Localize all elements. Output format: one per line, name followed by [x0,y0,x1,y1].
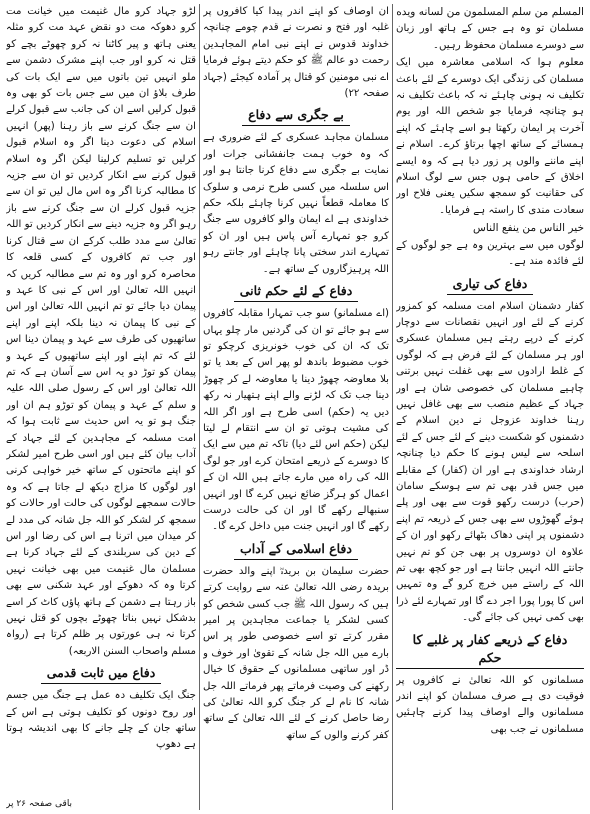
column-middle [203,4,389,810]
section-heading [6,664,196,684]
paragraph: ان اوصاف کو اپنے اندر پیدا کیا کافروں پر غلبہ اور فتح و نصرت نے قدم چومے چنانچہ خداوند قدوس نے اپنے نبی امام المجاہدین رحمت دو عالم ﷺ کو حکم دیتے ہوئے فرمایا اے نبی مومنین کو قتال پر آمادہ کیجئے (جہاد صفحہ ۲۲) [203,6,389,100]
section-heading [203,540,389,560]
paragraph: لوگوں میں سے بہترین وہ ہے جو لوگوں کے لئے فائدہ مند ہے۔ [396,239,584,268]
paragraph: مسلمانوں کو اللہ تعالیٰ نے کافروں پر فوقیت دی ہے صرف مسلمان کو اپنے اندر مسلمانوں والے اوصاف پیدا کرنے چاہئیں مسلمانوں نے جب بھی [396,674,584,735]
paragraph: مسلمان مجاہد عسکری کے لئے ضروری ہے کہ وہ خوب ہمت جانفشانی جرات اور نمایت بے جگری سے دفاع کرنا جانتا ہو اور اس سلسلہ میں کسی طرح نرمی و سلوک کا معاملہ قطعاً نہیں کرنا چاہئے بلکہ حکم خداوندی ہے اے ایمان والو کافروں سے جنگ کرو جو تمہارے آس پاس ہیں اور ان کو تمہارے اندر سختی پانا چاہئے اور جانتے رہو اللہ پرہیزگاروں کے ساتھ ہے۔ [203,132,389,275]
paragraph: معلوم ہوا کہ اسلامی معاشرہ میں ایک مسلمان کی زندگی ایک دوسرے کے لئے باعث تکلیف نہ ہونی چاہئے نہ کہ باعث تکلیف نہ ہو چنانچہ فرمایا جو شخص اللہ اور یوم آخرت پر ایمان رکھتا ہو اسے چاہئے کہ اپنے ہمسائے کے ساتھ اچھا برتاؤ کرے۔ اسلام نے اپنے ماننے والوں پر زور دیا ہے کہ وہ ایسے اخلاق کے حامی ہوں جس سے لوگ اسلام کی حقانیت کو سمجھ سکیں یعنی فلاح اور سعادت مندی کا راستہ ہے فرمایا۔ [396,57,584,216]
section-heading [396,631,584,669]
continuation-note: باقی صفحہ ۲۶ پر [6,799,73,809]
section-heading [203,106,389,126]
section-heading-text: دفاع کے ذریعے کفار پر غلبے کا حکم [396,631,584,669]
paragraph: جنگ ایک تکلیف دہ عمل ہے جنگ میں جسم اور روح دونوں کو تکلیف ہوتی ہے اس کے ساتھ جان کے چلے جانے کا بھی اندیشہ ہوتا ہے دھوپ [6,690,196,751]
column-left [6,4,196,810]
section-heading-text: بے جگری سے دفاع [242,106,350,126]
paragraph: کفار دشمنان اسلام امت مسلمہ کو کمزور کرنے کے لئے اور انہیں نقصانات سے دوچار کرنے کے درپے رہتے ہیں مسلمان عسکری اور ہر مسلمان کے لئے فرض ہے کہ لوگوں کے غلط ارادوں سے بھی غفلت نہیں برتنی چاہیے مسلمان کی خصوصی شان ہے اور جہاد کے عظیم منصب سے بھی غافل نہیں رہنا خداوند عزوجل نے دین اسلام کے دشمنوں کو شکست دینے کے لئے جس کے لئے اسلحہ سے لیس ہونے کا حکم دیا چنانچہ ارشاد خداوندی ہے اور ان (کفار) کے مقابلے میں جس قدر بھی تم سے ہوسکے سامان (حرب) درست رکھو قوت سے بھی اور پلے ہوئے گھوڑوں سے بھی جس کے ذریعہ تم اپنے دشمنوں پر اپنی دھاک بٹھائے رکھو اور ان کے علاوہ ان دوسروں پر بھی جن کو تم نہیں جانتے اللہ انہیں جانتا ہے اور جو کچھ بھی تم اللہ کے راستے میں خرچ کرو گے وہ تمہیں اس کا پورا پورا اجر دے گا اور تمہارے لئے ذرا بھی کمی نہیں کی جائے گی۔ [396,300,584,624]
arabic-quote: المسلم من سلم المسلمون من لسانه ويده [396,6,584,18]
section-heading [396,275,584,295]
section-heading-text: دفاع کی تیاری [447,275,534,295]
column-right [396,4,584,810]
paragraph: حضرت سلیمان بن بریدہؓ اپنے والد حضرت بریدہ رضی اللہ تعالیٰ عنہ سے روایت کرتے ہیں کہ رسول اللہ ﷺ جب کسی شخص کو کسی لشکر یا جماعت مجاہدین پر امیر مقرر کرتے تو اسے خصوصی طور پر اس بارے میں اللہ جل شانہ کے تقویٰ اور خوف و ڈر اور ساتھی مسلمانوں کے حقوق کا خیال رکھنے کی وصیت فرماتے پھر فرماتے اللہ جل شانہ کا نام لے کر جنگ کرو اللہ تعالیٰ کی رضا حاصل کرنے کے لئے اللہ تعالیٰ کے ساتھ کفر کرنے والوں کے ساتھ [203,565,389,741]
section-heading-text: دفاع کے لئے حکم ثانی [234,282,359,302]
column-divider [199,4,200,810]
paragraph: مسلمان تو وہ ہے جس کے ہاتھ اور زبان سے دوسرے مسلمان محفوظ رہیں۔ [396,23,584,51]
arabic-quote: خیر الناس من ینفع الناس [473,222,584,235]
section-heading-text: دفاع میں ثابت قدمی [41,664,162,684]
column-divider [392,4,393,810]
section-heading [203,282,389,302]
section-heading-text: دفاع اسلامی کے آداب [234,540,358,560]
paragraph: (اے مسلمانو) سو جب تمہارا مقابلہ کافروں سے ہو جائے تو ان کی گردنیں مار چلو یہاں تک کہ ان کی خوب خونریزی کرچکو تو خوب مضبوط باندھ لو پھر اس کے بعد یا تو بلا معاوضہ چھوڑ دینا یا معاوضہ لے کر چھوڑ دینا جب تک کہ لڑنے والے اپنے ہتھیار نہ رکھ دیں یہ (حکم) اسی طرح ہے اور اگر اللہ کی مشیت ہوتی تو ان سے انتقام لے لیتا لیکن (حکم اس لئے دیا) تاکہ تم میں سے ایک کا دوسرے کے ذریعے امتحان کرے اور جو لوگ اللہ کی راہ میں مارے جاتے ہیں اللہ ان کے اعمال کو ہرگز ضائع نہیں کرے گا اور انہیں سنبھالے رکھے گا اور ان کی حالت درست رکھے گا اور انہیں جنت میں داخل کرے گا۔ [203,308,389,533]
paragraph: لڑو جہاد کرو مال غنیمت میں خیانت مت کرو دھوکہ مت دو نقض عہد مت کرو مثلہ یعنی ہاتھ و پیر کاٹنا نہ کرو چھوٹے بچے کو قتل نہ کرو اور جب اپنے مشرک دشمن سے ملو انہیں تین باتوں میں سے ایک بات کی طرف بلاؤ ان میں سے جس بات کو بھی وہ قبول کرلیں اسے ان کی جانب سے قبول کرلے ان سے جنگ کرنے سے باز رہنا (پھر) انہیں اسلام کی دعوت دینا اگر وہ اسلام قبول کرلیں تو تسلیم کرلینا لیکن اگر وہ اسلام قبول کرنے سے انکار کردیں تو ان سے جزیہ کا مطالبہ کرنا اگر وہ اس مال لیں تو ان سے جزیہ قبول کرلے ان سے جنگ کرنے سے باز رہو اگر وہ جزیہ دینے سے انکار کردیں تو اللہ تعالیٰ سے مدد طلب کرکے ان سے قتال کرنا اور جب تم کافروں کے کسی قلعہ کا محاصرہ کرو اور وہ تم سے مطالبہ کریں کہ انہیں اللہ تعالیٰ اور اس کے نبی کا عہد و پیمان دیا جائے تو تم انہیں اللہ تعالیٰ اور اس کے نبی کا پیمان نہ دینا بلکہ اپنے اور اپنے ساتھیوں کی طرف سے عہد و پیمان دینا اس لئے کہ تم اپنے اور اپنے ساتھیوں کے عہد و پیمان کو توڑ دو یہ اس سے آسان ہے کہ تم اللہ تعالیٰ اور اس کے رسول صلی اللہ علیہ و سلم کے عہد و پیمان کو توڑو ہم ان اور جنگ ہو تو یہ اس حدیث سے ثابت ہوا کہ امت مسلمہ کے مجاہدین کے لئے جہاد کے آداب بیان کئے ہیں اور اسی طرح امیر لشکر کو اپنے ماتحتوں کے ساتھ خیر خواہی کرنی اور لوگوں کا مزاج دیکھ لے جاتا ہے کہ وہ حالات سمجھے لوگوں کی حالت اور حالات کو سمجھ کر لشکر کو اللہ جل شانہ کی مدد لے کر میدان میں اترنا ہے اس کی رضا اور اس کے دین کی سربلندی کے لئے جہاد کرنا ہے مسلمان مال غنیمت میں بھی خیانت نہیں کرتا وہ کہ دھوکے اور عہد شکنی سے بھی باز رہتا ہے دشمن کے ہاتھ پاؤں کاٹ کر اسے بدشکل نہیں بناتا چھوٹے بچوں کو قتل نہیں کرتا نہ ہی عورتوں پر ظلم کرتا ہے (رواہ مسلم واصحاب السنن الاربعہ) [6,6,196,657]
